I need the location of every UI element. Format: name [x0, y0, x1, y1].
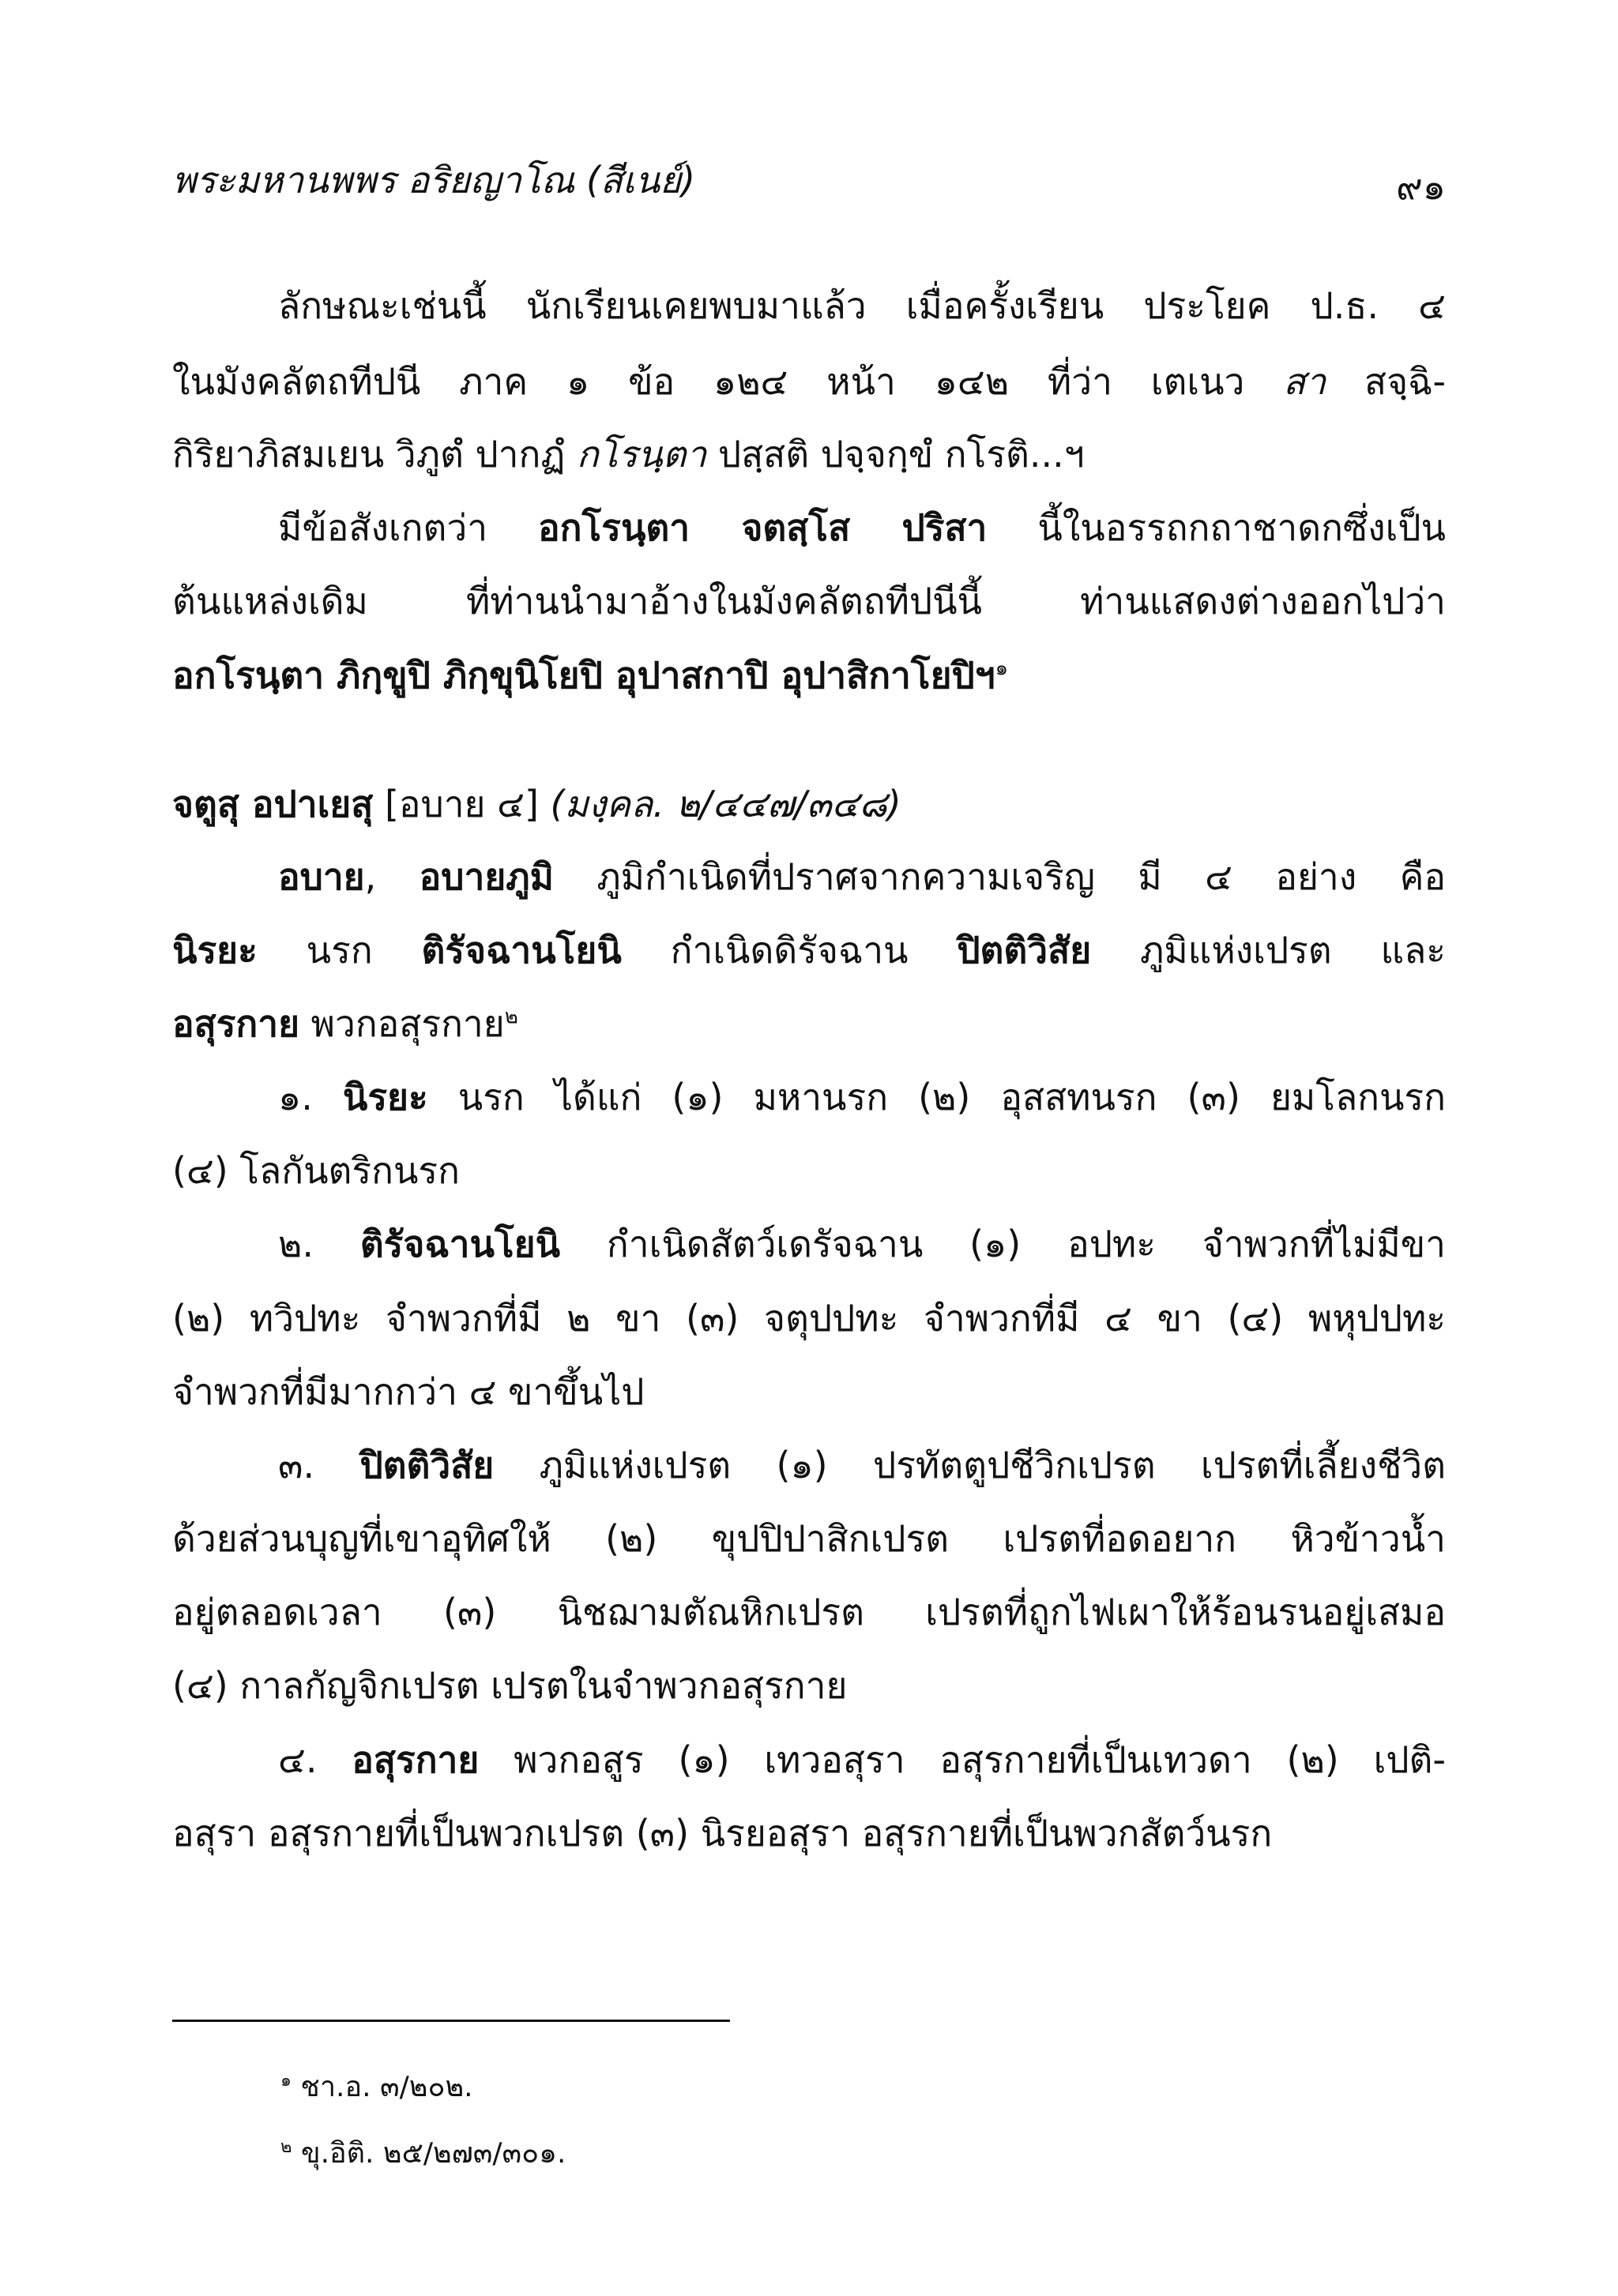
paragraph-line: กิริยาภิสมเยน วิภูตํ ปากฏํ กโรนฺตา ปสฺสติ ปจฺจกฺขํ กโรติ...ฯ	[172, 433, 1085, 475]
footnote-mark: ๑	[280, 2071, 292, 2091]
list-item-line: (๔) กาลกัญจิกเปรต เปรตในจำพวกอสุรกาย	[172, 1664, 848, 1707]
list-item-line: อยู่ตลอดเวลา (๓) นิชฌามตัณหิกเปรต เปรตที่ถูกไฟเผาให้ร้อนรนอยู่เสมอ	[172, 1591, 1446, 1633]
list-item-line: อสุรา อสุรกายที่เป็นพวกเปรต (๓) นิรยอสุรา อสุรกายที่เป็นพวกสัตว์นรก	[172, 1812, 1273, 1854]
paragraph-line: ลักษณะเช่นนี้ นักเรียนเคยพบมาแล้ว เมื่อครั้งเรียน ประโยค ป.ธ. ๔	[278, 284, 1446, 327]
footnote: $^๒$ ขุ.อิติ. ๒๕/๒๗๓/๓๐๑.	[280, 2137, 566, 2170]
footnote-divider	[172, 2020, 730, 2022]
list-item-line: จำพวกที่มีมากกว่า ๔ ขาขึ้นไป	[172, 1370, 645, 1413]
paragraph-line: อสุรกาย พวกอสุรกาย$^๒$	[172, 1002, 518, 1045]
bold-term: อกโรนฺตา จตสฺโส ปริสา	[538, 506, 988, 549]
page-number: ๙๑	[1396, 165, 1446, 208]
running-header: พระมหานพพร อริยญาโณ (สีเนย์)	[172, 159, 696, 201]
footnote-mark: ๒	[280, 2137, 292, 2157]
list-item-line: ๑. นิรยะ นรก ได้แก่ (๑) มหานรก (๒) อุสสทนรก (๓) ยมโลกนรก	[278, 1076, 1446, 1118]
list-item-line: (๒) ทวิปทะ จำพวกที่มี ๒ ขา (๓) จตุปปทะ จำพวกที่มี ๔ ขา (๔) พหุปปทะ	[172, 1297, 1446, 1340]
paragraph-line: นิรยะ นรก ติรัจฉานโยนิ กำเนิดดิรัจฉาน ปิตติวิสัย ภูมิแห่งเปรต และ	[172, 929, 1447, 971]
entry-term: จตูสุ อปาเยสุ	[172, 783, 374, 825]
italic-term: สา	[1283, 360, 1326, 403]
italic-term: กโรนฺตา	[576, 433, 707, 475]
paragraph-line	[172, 648, 1446, 703]
entry-reference: (มงฺคล. ๒/๔๔๗/๓๔๘)	[550, 783, 901, 825]
list-item-line: ด้วยส่วนบุญที่เขาอุทิศให้ (๒) ขุปปิปาสิกเปรต เปรตที่อดอยาก หิวข้าวน้ำ	[172, 1517, 1446, 1560]
footnote-ref: ๑	[995, 656, 1009, 681]
bold-term: อกโรนฺตา ภิกฺขูปิ ภิกฺขุนิโยปิ อุปาสกาปิ อุปาสิกาโยปิฯ	[172, 654, 995, 697]
footnote-ref: ๒	[504, 1005, 518, 1029]
list-item-line: ๒. ติรัจฉานโยนิ กำเนิดสัตว์เดรัจฉาน (๑) อปทะ จำพวกที่ไม่มีขา	[278, 1223, 1446, 1265]
paragraph-line: ในมังคลัตถทีปนี ภาค ๑ ข้อ ๑๒๔ หน้า ๑๔๒ ที่ว่า เตเนว สา สจฺฉิ-	[172, 360, 1446, 403]
list-item-line: ๔. อสุรกาย พวกอสูร (๑) เทวอสุรา อสุรกายที่เป็นเทวดา (๒) เปติ-	[278, 1738, 1446, 1781]
list-item-line: (๔) โลกันตริกนรก	[172, 1149, 460, 1192]
entry-heading: จตูสุ อปาเยสุ [อบาย ๔] (มงฺคล. ๒/๔๔๗/๓๔๘)	[172, 783, 901, 825]
paragraph-line: ต้นแหล่งเดิม ที่ท่านนำมาอ้างในมังคลัตถทีปนีนี้ ท่านแสดงต่างออกไปว่า	[172, 580, 1446, 622]
footnote: $^๑$ ชา.อ. ๓/๒๐๒.	[280, 2071, 473, 2103]
paragraph-line: อบาย, อบายภูมิ ภูมิกำเนิดที่ปราศจากความเจริญ มี ๔ อย่าง คือ	[278, 855, 1447, 898]
list-item-line: ๓. ปิตติวิสัย ภูมิแห่งเปรต (๑) ปรทัตตูปชีวิกเปรต เปรตที่เลี้ยงชีวิต	[278, 1444, 1446, 1486]
paragraph-line: มีข้อสังเกตว่า อกโรนฺตา จตสฺโส ปริสา นี้ในอรรถกถาชาดกซึ่งเป็น	[278, 506, 1446, 549]
